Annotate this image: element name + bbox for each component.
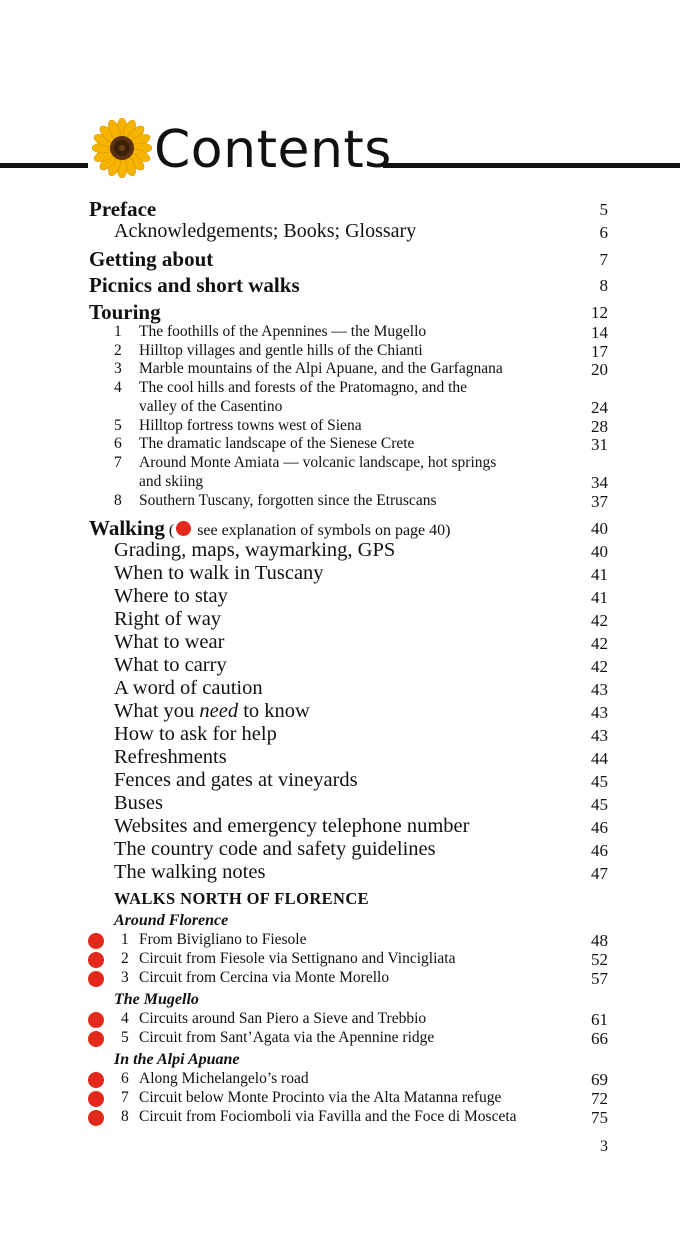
- tour-number: 5: [114, 417, 122, 434]
- entry-page: 41: [591, 565, 608, 584]
- entry-page: 34: [591, 473, 608, 492]
- tour-number: 4: [114, 379, 122, 396]
- walk-number: 3: [121, 969, 129, 986]
- walk-number: 6: [121, 1070, 129, 1087]
- title-rule-left: [0, 163, 88, 168]
- toc-entry-walking[interactable]: [0, 516, 680, 540]
- walk-item[interactable]: [0, 1010, 680, 1029]
- entry-label-emphasis: need: [199, 700, 239, 722]
- walk-symbol-icon: [88, 1031, 104, 1047]
- entry-page: 14: [591, 323, 608, 342]
- entry-page: 28: [591, 417, 608, 436]
- walking-item[interactable]: [0, 539, 680, 562]
- entry-page: 5: [599, 200, 608, 219]
- walk-number: 7: [121, 1089, 129, 1106]
- walking-item[interactable]: [0, 723, 680, 746]
- tour-number: 6: [114, 435, 122, 452]
- tour-title: Hilltop fortress towns west of Siena: [139, 417, 362, 434]
- entry-label: Preface: [89, 197, 157, 221]
- entry-page: 37: [591, 492, 608, 511]
- entry-label: Touring: [89, 300, 161, 324]
- walk-title: Circuit from Fociomboli via Favilla and the Foce di Mosceta: [139, 1108, 517, 1125]
- walk-item[interactable]: [0, 969, 680, 988]
- tour-title-line-1: Around Monte Amiata — volcanic landscape, hot springs: [139, 454, 497, 471]
- entry-page: 69: [591, 1070, 608, 1089]
- entry-page: 43: [591, 726, 608, 745]
- walk-number: 8: [121, 1108, 129, 1125]
- entry-label: Getting about: [89, 247, 214, 271]
- walking-item[interactable]: [0, 815, 680, 838]
- sunflower-icon: [92, 118, 152, 178]
- tour-item-3[interactable]: [0, 360, 680, 379]
- walk-group-name: In the Alpi Apuane: [114, 1051, 240, 1068]
- walk-title: Circuits around San Piero a Sieve and Trebbio: [139, 1010, 427, 1027]
- tour-number: 8: [114, 492, 122, 509]
- tour-number: 7: [114, 454, 122, 471]
- entry-label: How to ask for help: [114, 723, 277, 745]
- walking-item[interactable]: [0, 769, 680, 792]
- tour-item-1[interactable]: [0, 323, 680, 342]
- walk-symbol-icon: [88, 952, 104, 968]
- walk-symbol-icon: [88, 933, 104, 949]
- walk-title: Circuit from Fiesole via Settignano and Vincigliata: [139, 950, 456, 967]
- tour-title: The foothills of the Apennines — the Mugello: [139, 323, 427, 340]
- walk-number: 4: [121, 1010, 129, 1027]
- toc-entry-picnics[interactable]: [0, 273, 680, 297]
- walk-symbol-icon: [176, 521, 191, 536]
- entry-page: 44: [591, 749, 608, 768]
- entry-page: 24: [591, 398, 608, 417]
- walk-title: From Bivigliano to Fiesole: [139, 931, 307, 948]
- walking-item[interactable]: [0, 746, 680, 769]
- entry-page: 52: [591, 950, 608, 969]
- walk-number: 5: [121, 1029, 129, 1046]
- entry-label: Picnics and short walks: [89, 273, 300, 297]
- walk-item[interactable]: [0, 1108, 680, 1127]
- entry-page: 48: [591, 931, 608, 950]
- entry-page: 40: [591, 542, 608, 561]
- tour-title: Southern Tuscany, forgotten since the Etruscans: [139, 492, 437, 509]
- entry-page: 42: [591, 634, 608, 653]
- entry-page: 45: [591, 772, 608, 791]
- walk-title: Circuit below Monte Procinto via the Alta Matanna refuge: [139, 1089, 502, 1106]
- entry-label: What to wear: [114, 631, 225, 653]
- walk-symbol-icon: [88, 1110, 104, 1126]
- walking-item[interactable]: [0, 792, 680, 815]
- tour-title-line-1: The cool hills and forests of the Pratomagno, and the: [139, 379, 468, 396]
- page-title: Contents: [154, 120, 392, 180]
- tour-title: The dramatic landscape of the Sienese Crete: [139, 435, 415, 452]
- entry-label: The walking notes: [114, 861, 266, 883]
- walk-title: Circuit from Cercina via Monte Morello: [139, 969, 390, 986]
- walking-item[interactable]: [0, 608, 680, 631]
- entry-page: 42: [591, 611, 608, 630]
- toc-entry-touring[interactable]: [0, 300, 680, 324]
- entry-page: 20: [591, 360, 608, 379]
- entry-page: 57: [591, 969, 608, 988]
- walking-item[interactable]: [0, 631, 680, 654]
- walk-symbol-icon: [88, 1072, 104, 1088]
- walk-symbol-icon: [88, 971, 104, 987]
- entry-label: A word of caution: [114, 677, 263, 699]
- tour-item-4[interactable]: [0, 379, 680, 417]
- entry-page: 41: [591, 588, 608, 607]
- entry-label: Walking: [89, 516, 165, 540]
- tour-number: 1: [114, 323, 122, 340]
- entry-page: 42: [591, 657, 608, 676]
- entry-label: Right of way: [114, 608, 222, 630]
- entry-label-part: to know: [238, 700, 310, 722]
- walk-title: Along Michelangelo’s road: [139, 1070, 309, 1087]
- entry-label: Websites and emergency telephone number: [114, 815, 470, 837]
- tour-title: Marble mountains of the Alpi Apuane, and the Garfagnana: [139, 360, 503, 377]
- entry-page: 46: [591, 841, 608, 860]
- tour-item-2[interactable]: [0, 342, 680, 361]
- entry-page: 7: [599, 250, 608, 269]
- tour-title: Hilltop villages and gentle hills of the Chianti: [139, 342, 423, 359]
- entry-page: 6: [599, 223, 608, 242]
- walk-group-heading: [0, 991, 680, 1011]
- entry-page: 12: [591, 303, 608, 322]
- section-heading-walks-north: WALKS NORTH OF FLORENCE: [114, 889, 370, 908]
- tour-title-line-2: and skiing: [139, 473, 204, 490]
- walking-item[interactable]: [0, 562, 680, 585]
- entry-page: 45: [591, 795, 608, 814]
- toc-entry-preface[interactable]: [0, 197, 680, 221]
- entry-label: Fences and gates at vineyards: [114, 769, 358, 791]
- walking-item[interactable]: [0, 585, 680, 608]
- tour-number: 2: [114, 342, 122, 359]
- walk-item[interactable]: [0, 1070, 680, 1089]
- walk-group-name: Around Florence: [114, 912, 229, 929]
- tour-item-8[interactable]: [0, 492, 680, 511]
- page-number: 3: [600, 1138, 608, 1155]
- entry-page: 72: [591, 1089, 608, 1108]
- tour-item-7[interactable]: [0, 454, 680, 492]
- walking-item[interactable]: [0, 861, 680, 884]
- entry-page: 43: [591, 703, 608, 722]
- entry-label: Refreshments: [114, 746, 227, 768]
- entry-page: 66: [591, 1029, 608, 1048]
- entry-label: Where to stay: [114, 585, 228, 607]
- walk-number: 1: [121, 931, 129, 948]
- entry-page: 17: [591, 342, 608, 361]
- walk-group-heading: [0, 1051, 680, 1071]
- tour-number: 3: [114, 360, 122, 377]
- walking-item[interactable]: [0, 654, 680, 677]
- entry-label-part: What you: [114, 700, 200, 722]
- entry-page: 31: [591, 435, 608, 454]
- walking-item[interactable]: [0, 838, 680, 861]
- entry-label: Acknowledgements; Books; Glossary: [114, 220, 417, 242]
- entry-page: 75: [591, 1108, 608, 1127]
- walk-item[interactable]: [0, 931, 680, 950]
- walk-item[interactable]: [0, 950, 680, 969]
- walking-heading: [89, 516, 450, 541]
- walk-symbol-icon: [88, 1091, 104, 1107]
- walk-symbol-icon: [88, 1012, 104, 1028]
- walk-group-name: The Mugello: [114, 991, 199, 1008]
- toc-entry-preface-sub[interactable]: [0, 220, 680, 244]
- entry-label: When to walk in Tuscany: [114, 562, 324, 584]
- walking-note: see explanation of symbols on page 40): [197, 522, 451, 539]
- entry-label: [114, 700, 310, 723]
- entry-label: Grading, maps, waymarking, GPS: [114, 539, 396, 561]
- entry-page: 61: [591, 1010, 608, 1029]
- entry-page: 47: [591, 864, 608, 883]
- walk-item[interactable]: [0, 1029, 680, 1048]
- toc-entry-getting-about[interactable]: [0, 247, 680, 271]
- entry-page: 40: [591, 519, 608, 538]
- title-rule-right: [383, 163, 680, 168]
- tour-title-line-2: valley of the Casentino: [139, 398, 283, 415]
- walk-group-heading: [0, 912, 680, 932]
- entry-page: 43: [591, 680, 608, 699]
- tour-item-5[interactable]: [0, 417, 680, 436]
- entry-page: 46: [591, 818, 608, 837]
- tour-item-6[interactable]: [0, 435, 680, 454]
- walking-note-open: (: [168, 522, 175, 539]
- entry-label: The country code and safety guidelines: [114, 838, 436, 860]
- entry-label: Buses: [114, 792, 163, 814]
- walk-item[interactable]: [0, 1089, 680, 1108]
- walking-item[interactable]: [0, 677, 680, 700]
- entry-page: 8: [599, 276, 608, 295]
- entry-label: What to carry: [114, 654, 227, 676]
- walk-title: Circuit from Sant’Agata via the Apennine ridge: [139, 1029, 435, 1046]
- walk-number: 2: [121, 950, 129, 967]
- walking-item[interactable]: [0, 700, 680, 723]
